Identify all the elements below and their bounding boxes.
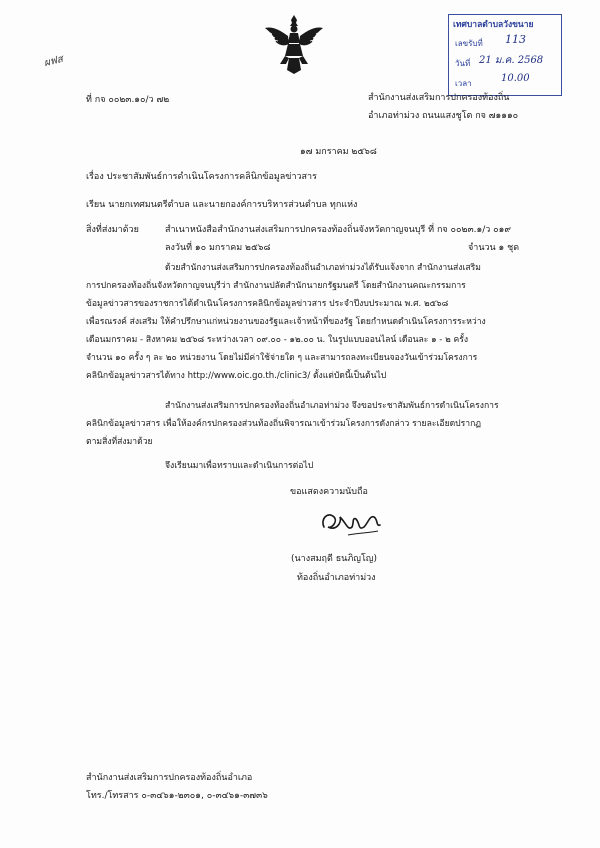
body-p1-line5: เดือนมกราคม - สิงหาคม ๒๕๖๘ ระหว่างเวลา ๐๙.๐๐ - ๑๒.๐๐ น. ในรูปแบบออนไลน์ เดือนละ ๑ - ๒ ครั้ง [86, 335, 469, 345]
subject-line: เรื่อง ประชาสัมพันธ์การดำเนินโครงการคลินิกข้อมูลข่าวสาร [86, 172, 317, 182]
stamp-time-label: เวลา [455, 79, 472, 88]
body-p2-line3: ตามสิ่งที่ส่งมาด้วย [86, 437, 153, 447]
recipient-line: เรียน นายกเทศมนตรีตำบล และนายกองค์การบริหารส่วนตำบล ทุกแห่ง [86, 200, 358, 210]
stamp-date-label: วันที่ [455, 59, 471, 68]
closing-phrase: ขอแสดงความนับถือ [290, 487, 368, 497]
receiving-stamp [448, 14, 562, 96]
stamp-time-value: 10.00 [501, 73, 530, 84]
reference-number: ที่ กจ ๐๐๒๓.๑๐/ว ๗๒ [86, 95, 170, 105]
enclosure-line1: สำเนาหนังสือสำนักงานส่งเสริมการปกครองท้องถิ่นจังหวัดกาญจนบุรี ที่ กจ ๐๐๒๓.๑/ว ๐๑๙ [165, 225, 511, 235]
office-address-line1: สำนักงานส่งเสริมการปกครองท้องถิ่น [368, 93, 510, 103]
body-p2-line2: คลินิกข้อมูลข่าวสาร เพื่อให้องค์กรปกครองส่วนท้องถิ่นพิจารณาเข้าร่วมโครงการดังกล่าว รายละเอียดปรากฏ [86, 419, 482, 429]
signer-title: ท้องถิ่นอำเภอท่าม่วง [297, 573, 376, 583]
body-p1-line2: การปกครองท้องถิ่นจังหวัดกาญจนบุรีว่า สำนักงานปลัดสำนักนายกรัฐมนตรี โดยสำนักงานคณะกรรมการ [86, 281, 466, 291]
office-address-line2: อำเภอท่าม่วง ถนนแสงชูโต กจ ๗๑๑๑๐ [368, 111, 519, 121]
body-p1-line3: ข้อมูลข่าวสารของราชการได้ดำเนินโครงการคลินิกข้อมูลข่าวสาร ประจำปีงบประมาณ พ.ศ. ๒๕๖๘ [86, 299, 449, 309]
body-p1-line6: จำนวน ๑๐ ครั้ง ๆ ละ ๒๐ หน่วยงาน โดยไม่มีค่าใช้จ่ายใด ๆ และสามารถลงทะเบียนจองวันเข้าร่วมโครงการ [86, 353, 478, 363]
body-p2-line1: สำนักงานส่งเสริมการปกครองท้องถิ่นอำเภอท่าม่วง จึงขอประชาสัมพันธ์การดำเนินโครงการ [165, 401, 499, 411]
letter-date: ๑๗ มกราคม ๒๕๖๘ [300, 147, 377, 157]
footer-phone: โทร./โทรสาร ๐-๓๔๖๑-๒๓๐๑, ๐-๓๔๖๑-๓๗๓๖ [86, 791, 268, 801]
enclosure-count: จำนวน ๑ ชุด [468, 243, 520, 253]
stamp-recv-value: 113 [505, 33, 526, 46]
handwritten-signature [318, 505, 384, 539]
body-p1-line1: ด้วยสำนักงานส่งเสริมการปกครองท้องถิ่นอำเภอท่าม่วงได้รับแจ้งจาก สำนักงานส่งเสริม [165, 263, 481, 273]
stamp-recv-label: เลขรับที่ [455, 39, 483, 48]
margin-note: ผฟส [42, 53, 65, 70]
body-p1-line7: คลินิกข้อมูลข่าวสารได้ทาง http://www.oic.go.th./clinic3/ ตั้งแต่บัดนี้เป็นต้นไป [86, 371, 387, 381]
stamp-title: เทศบาลตำบลวังขนาย [453, 20, 534, 30]
body-p1-line4: เพื่อรณรงค์ ส่งเสริม ให้คำปรึกษาแก่หน่วยงานของรัฐและเจ้าหน้าที่ของรัฐ โดยกำหนดดำเนินโครงการระหว่าง [86, 317, 486, 327]
signer-name: (นางสมฤดี ธนภิญโญ) [291, 554, 377, 564]
body-p3: จึงเรียนมาเพื่อทราบและดำเนินการต่อไป [165, 461, 314, 471]
stamp-date-value: 21 ม.ค. 2568 [479, 55, 544, 66]
enclosure-label: สิ่งที่ส่งมาด้วย [86, 225, 139, 235]
enclosure-line2: ลงวันที่ ๑๐ มกราคม ๒๕๖๘ [165, 243, 271, 253]
footer-office: สำนักงานส่งเสริมการปกครองท้องถิ่นอำเภอ [86, 773, 253, 783]
garuda-emblem-icon [262, 12, 326, 76]
